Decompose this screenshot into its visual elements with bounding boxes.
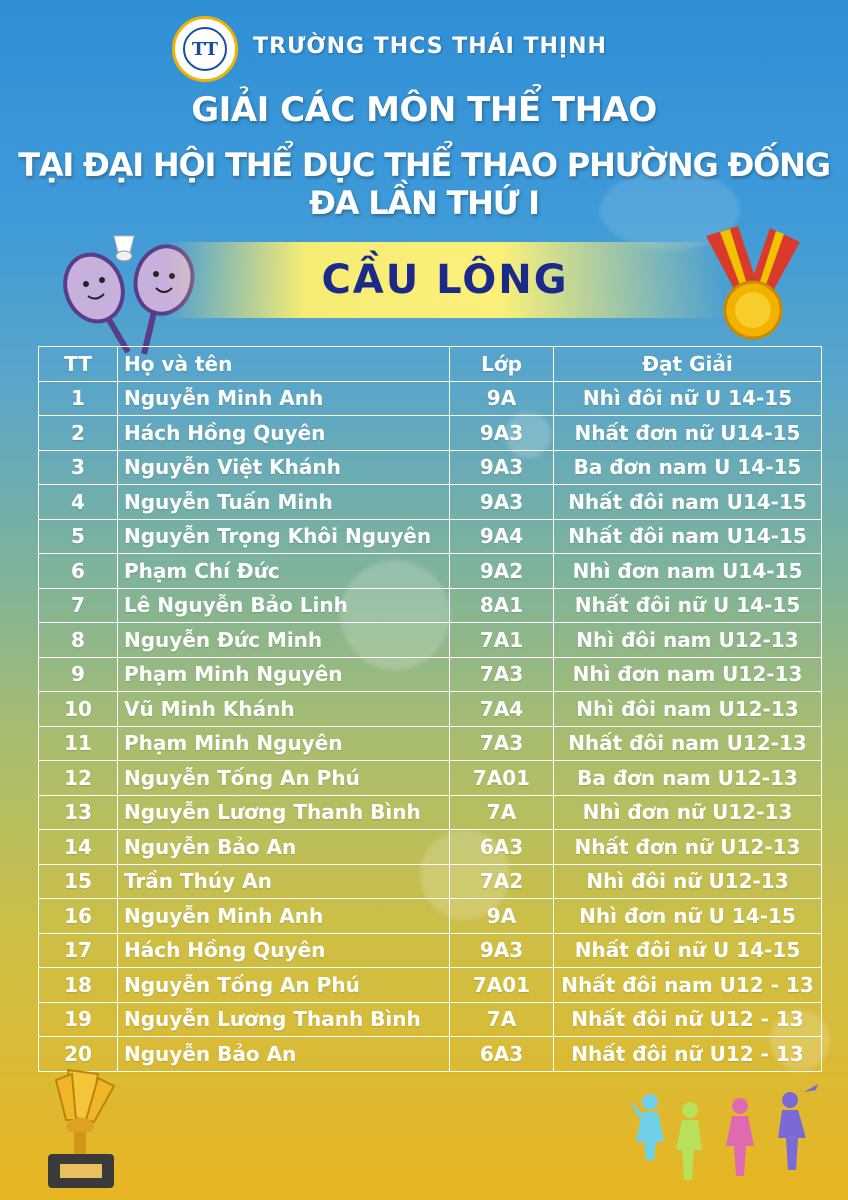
- award: Ba đơn nam U12-13: [554, 761, 822, 796]
- student-class: 7A3: [450, 657, 554, 692]
- table-row: [39, 588, 822, 623]
- award: Nhì đôi nam U12-13: [554, 623, 822, 658]
- table-row: [39, 485, 822, 520]
- student-name: Nguyễn Minh Anh: [118, 899, 450, 934]
- award: Nhì đơn nữ U 14-15: [554, 899, 822, 934]
- student-name: Nguyễn Bảo An: [118, 1037, 450, 1072]
- row-number: 20: [39, 1037, 118, 1072]
- award: Nhì đôi nữ U12-13: [554, 864, 822, 899]
- table-row: [39, 657, 822, 692]
- award: Nhất đôi nam U12-13: [554, 726, 822, 761]
- table-row: [39, 416, 822, 451]
- student-class: 7A1: [450, 623, 554, 658]
- student-name: Phạm Minh Nguyên: [118, 657, 450, 692]
- award: Nhất đơn nữ U14-15: [554, 416, 822, 451]
- row-number: 17: [39, 933, 118, 968]
- table-row: [39, 1002, 822, 1037]
- student-class: 6A3: [450, 1037, 554, 1072]
- student-class: 9A2: [450, 554, 554, 589]
- student-name: Nguyễn Trọng Khôi Nguyên: [118, 519, 450, 554]
- column-header-tt: TT: [39, 347, 118, 382]
- page-title: GIẢI CÁC MÔN THỂ THAO: [191, 90, 657, 130]
- student-name: Trần Thúy An: [118, 864, 450, 899]
- student-name: Nguyễn Tống An Phú: [118, 761, 450, 796]
- school-name: TRƯỜNG THCS THÁI THỊNH: [253, 34, 607, 59]
- school-logo: [172, 16, 238, 82]
- table-row: [39, 968, 822, 1003]
- sport-title: CẦU LÔNG: [321, 257, 569, 303]
- row-number: 1: [39, 381, 118, 416]
- table-row: [39, 1037, 822, 1072]
- table-row: [39, 692, 822, 727]
- row-number: 14: [39, 830, 118, 865]
- row-number: 8: [39, 623, 118, 658]
- table-row: [39, 554, 822, 589]
- player-silhouette-icon: [726, 1098, 754, 1176]
- student-class: 9A: [450, 381, 554, 416]
- student-class: 9A3: [450, 933, 554, 968]
- student-name: Hách Hồng Quyên: [118, 416, 450, 451]
- student-name: Nguyễn Minh Anh: [118, 381, 450, 416]
- student-class: 7A: [450, 795, 554, 830]
- award: Nhất đôi nam U14-15: [554, 519, 822, 554]
- shuttlecock-icon: [114, 236, 134, 261]
- row-number: 7: [39, 588, 118, 623]
- row-number: 6: [39, 554, 118, 589]
- row-number: 18: [39, 968, 118, 1003]
- table-row: [39, 726, 822, 761]
- student-name: Nguyễn Tống An Phú: [118, 968, 450, 1003]
- row-number: 10: [39, 692, 118, 727]
- student-class: 7A3: [450, 726, 554, 761]
- row-number: 2: [39, 416, 118, 451]
- award: Nhất đôi nam U14-15: [554, 485, 822, 520]
- row-number: 16: [39, 899, 118, 934]
- award: Nhì đơn nam U12-13: [554, 657, 822, 692]
- row-number: 19: [39, 1002, 118, 1037]
- table-row: [39, 761, 822, 796]
- logo-monogram: TT: [183, 27, 227, 71]
- award: Nhất đôi nữ U12 - 13: [554, 1002, 822, 1037]
- gold-medal-icon: [698, 222, 808, 346]
- column-header-class: Lớp: [450, 347, 554, 382]
- student-class: 7A01: [450, 968, 554, 1003]
- award: Nhất đôi nữ U 14-15: [554, 933, 822, 968]
- table-header-row: [39, 347, 822, 382]
- student-class: 9A3: [450, 450, 554, 485]
- row-number: 15: [39, 864, 118, 899]
- award: Nhất đơn nữ U12-13: [554, 830, 822, 865]
- award: Nhất đôi nữ U12 - 13: [554, 1037, 822, 1072]
- award: Ba đơn nam U 14-15: [554, 450, 822, 485]
- table-row: [39, 933, 822, 968]
- player-silhouette-icon: [630, 1094, 664, 1160]
- award: Nhì đôi nữ U 14-15: [554, 381, 822, 416]
- table-row: [39, 450, 822, 485]
- student-class: 7A4: [450, 692, 554, 727]
- racket-left-icon: [62, 246, 132, 352]
- row-number: 4: [39, 485, 118, 520]
- table-row: [39, 864, 822, 899]
- student-name: Nguyễn Lương Thanh Bình: [118, 1002, 450, 1037]
- table-row: [39, 519, 822, 554]
- award: Nhất đôi nữ U 14-15: [554, 588, 822, 623]
- student-name: Nguyễn Bảo An: [118, 830, 450, 865]
- award: Nhì đơn nữ U12-13: [554, 795, 822, 830]
- row-number: 13: [39, 795, 118, 830]
- student-name: Phạm Minh Nguyên: [118, 726, 450, 761]
- student-class: 9A3: [450, 416, 554, 451]
- badminton-players-silhouette-icon: [620, 1080, 830, 1200]
- student-class: 7A: [450, 1002, 554, 1037]
- student-name: Nguyễn Lương Thanh Bình: [118, 795, 450, 830]
- row-number: 12: [39, 761, 118, 796]
- table-row: [39, 830, 822, 865]
- student-class: 9A3: [450, 485, 554, 520]
- results-table: [38, 346, 822, 1072]
- student-name: Lê Nguyễn Bảo Linh: [118, 588, 450, 623]
- student-name: Hách Hồng Quyên: [118, 933, 450, 968]
- player-silhouette-icon: [778, 1084, 818, 1170]
- table-row: [39, 899, 822, 934]
- student-class: 9A4: [450, 519, 554, 554]
- student-class: 7A2: [450, 864, 554, 899]
- student-name: Nguyễn Tuấn Minh: [118, 485, 450, 520]
- row-number: 9: [39, 657, 118, 692]
- player-silhouette-icon: [676, 1102, 702, 1180]
- student-name: Vũ Minh Khánh: [118, 692, 450, 727]
- row-number: 3: [39, 450, 118, 485]
- student-class: 7A01: [450, 761, 554, 796]
- row-number: 11: [39, 726, 118, 761]
- student-class: 9A: [450, 899, 554, 934]
- award: Nhất đôi nam U12 - 13: [554, 968, 822, 1003]
- table-row: [39, 623, 822, 658]
- page-subtitle: TẠI ĐẠI HỘI THỂ DỤC THỂ THAO PHƯỜNG ĐỐNG ĐA LẦN THỨ I: [18, 146, 830, 222]
- student-class: 6A3: [450, 830, 554, 865]
- table-row: [39, 381, 822, 416]
- student-class: 8A1: [450, 588, 554, 623]
- sport-banner: [165, 242, 725, 318]
- column-header-name: Họ và tên: [118, 347, 450, 382]
- table-row: [39, 795, 822, 830]
- student-name: Nguyễn Đức Minh: [118, 623, 450, 658]
- award: Nhì đôi nam U12-13: [554, 692, 822, 727]
- student-name: Phạm Chí Đức: [118, 554, 450, 589]
- row-number: 5: [39, 519, 118, 554]
- column-header-award: Đạt Giải: [554, 347, 822, 382]
- student-name: Nguyễn Việt Khánh: [118, 450, 450, 485]
- award: Nhì đơn nam U14-15: [554, 554, 822, 589]
- shuttlecock-trophy-icon: [18, 1060, 148, 1200]
